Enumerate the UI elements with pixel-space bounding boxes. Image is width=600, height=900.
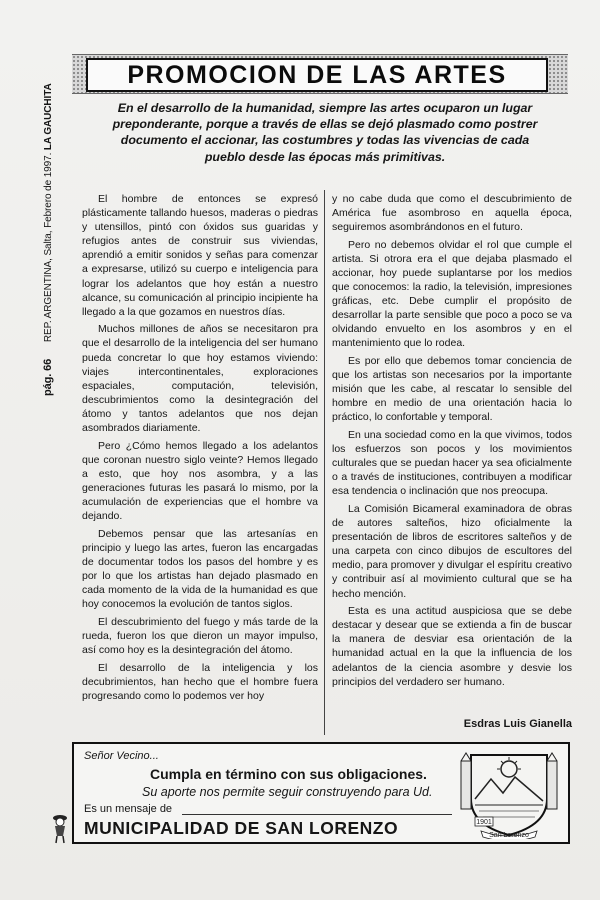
crest-year: 1901: [476, 819, 492, 826]
paragraph: Debemos pensar que las artesanías en principio y luego las artes, fueron las encargadas de documentar todos los pasos del hombre y es por lo que los artistas han dejado plasmado en cada momento de la vida de la humanidad es que hoy conocemos la evolución de tantos siglos.: [82, 527, 318, 611]
paragraph: y no cabe duda que como el descubrimiento de América fue asombroso en aquella época, seguiremos asombrándonos en el futuro.: [332, 193, 572, 234]
ad-organization: MUNICIPALIDAD DE SAN LORENZO: [84, 818, 399, 838]
crest-label: San Lorenzo: [489, 832, 529, 839]
ad-subline: Su aporte nos permite seguir construyendo para Ud.: [142, 785, 433, 799]
paragraph: Pero ¿Cómo hemos llegado a los adelantos que coronan nuestro siglo veinte? Hemos llegado a esto, que hoy nos asombra, y a las generaciones futuras les pasará lo mismo, por la acumulación de experiencias que el hombre va dejando.: [82, 439, 318, 523]
page-number: pág. 66: [42, 358, 54, 396]
paragraph: El desarrollo de la inteligencia y los decubrimientos, han hecho que el hombre fuera progresando como lo podemos ver hoy: [82, 661, 318, 702]
municipal-ad: [72, 742, 570, 844]
article-title: PROMOCION DE LAS ARTES: [86, 58, 548, 92]
right-column: [332, 192, 572, 692]
ad-greeting: Señor Vecino...: [84, 750, 159, 762]
gaucho-mascot-icon: [50, 812, 70, 844]
paragraph: Esta es una actitud auspiciosa que se debe destacar y desear que se extienda a fin de buscar la manera de desviar esa orientación de la humanidad actual en la que la influencia de los adelantos de la ciencia asombre y desvie los principios del verdadero ser humano.: [332, 605, 572, 688]
municipal-crest-icon: [457, 747, 561, 839]
paragraph: La Comisión Bicameral examinadora de obras de autores salteños, hizo oficialmente la presentación de libros de escritores salteños y de una carpeta con cinco dibujos de escultores del medio, para promover y divulgar el espíritu creativo y contribuir así al movimiento cultural que se ha hecho mención.: [332, 502, 572, 600]
ad-headline: Cumpla en término con sus obligaciones.: [150, 766, 427, 782]
ad-from: Es un mensaje de: [84, 803, 173, 815]
divider: [182, 814, 452, 815]
paragraph: Muchos millones de años se necesitaron pra que el desarrollo de la inteligencia del ser humano pueda concretar lo que hoy estamos viviendo: viajes intercontinentales, exploraciones espaciales, computación, televisión, descubrimientos como la desintegración del átomo y tantos adelantos que nos dejan asombrados diariamente.: [82, 323, 318, 434]
column-divider: [324, 190, 325, 735]
left-column: [82, 192, 318, 706]
paragraph: En una sociedad como en la que vivimos, todos los esfuerzos son pocos y los movimientos culturales que se puedan hacer ya sea oficialmente o a través de instituciones, contribuyen a modificar esa tendencia o inclinación que nos preocupa.: [332, 429, 572, 498]
author-signature: Esdras Luis Gianella: [463, 718, 572, 730]
publication-name: LA GAUCHITA: [43, 83, 54, 151]
paragraph: Pero no debemos olvidar el rol que cumple el artista. Si otrora era el que dejaba plasmado el accionar, hoy puede suplantarse por los medios que conocemos: la radio, la televisión, impresiones gráficas, etc. Debe cumplir el propósito de desarrollar la parte sensible que poco a poco se va olvidando envuelto en los asombros y en el mantenimiento que lo rodea.: [332, 238, 572, 350]
article-intro: En el desarrollo de la humanidad, siempre las artes ocuparon un lugar preponderante, porque a través de ellas se dejó plasmado como postrer documento el accionar, las costumbres y todas las vivencias de cada pueblo desde las épocas más primitivas.: [112, 101, 538, 164]
paragraph: El descubrimiento del fuego y más tarde de la rueda, fueron los que dieron un mayor impulso, así como hoy es la desintegración del átomo.: [82, 615, 318, 656]
paragraph: El hombre de entonces se expresó plásticamente tallando huesos, maderas o piedras y utensillos, pintó con óxidos sus guaridas y refugios antes de construir sus viviendas, aprendió a emitir sonidos y señas para comenzar a expresarse, utilizó su cuerpo e inteligencia para lograr los adelantos que hoy están a nuestro alcance, su comunicación al principio incipiente ha llegado a la que gozamos en nuestros días.: [82, 193, 318, 318]
paragraph: Es por ello que debemos tomar conciencia de que los artistas son necesarios por la importante misión que les cabe, al rescatar lo sensible del hombre en medio de una orientación hacia lo práctico, lo confortable y temporal.: [332, 355, 572, 424]
vertical-sidebar: [38, 56, 58, 396]
location-date: REP. ARGENTINA, Salta, Febrero de 1997.: [43, 152, 54, 343]
